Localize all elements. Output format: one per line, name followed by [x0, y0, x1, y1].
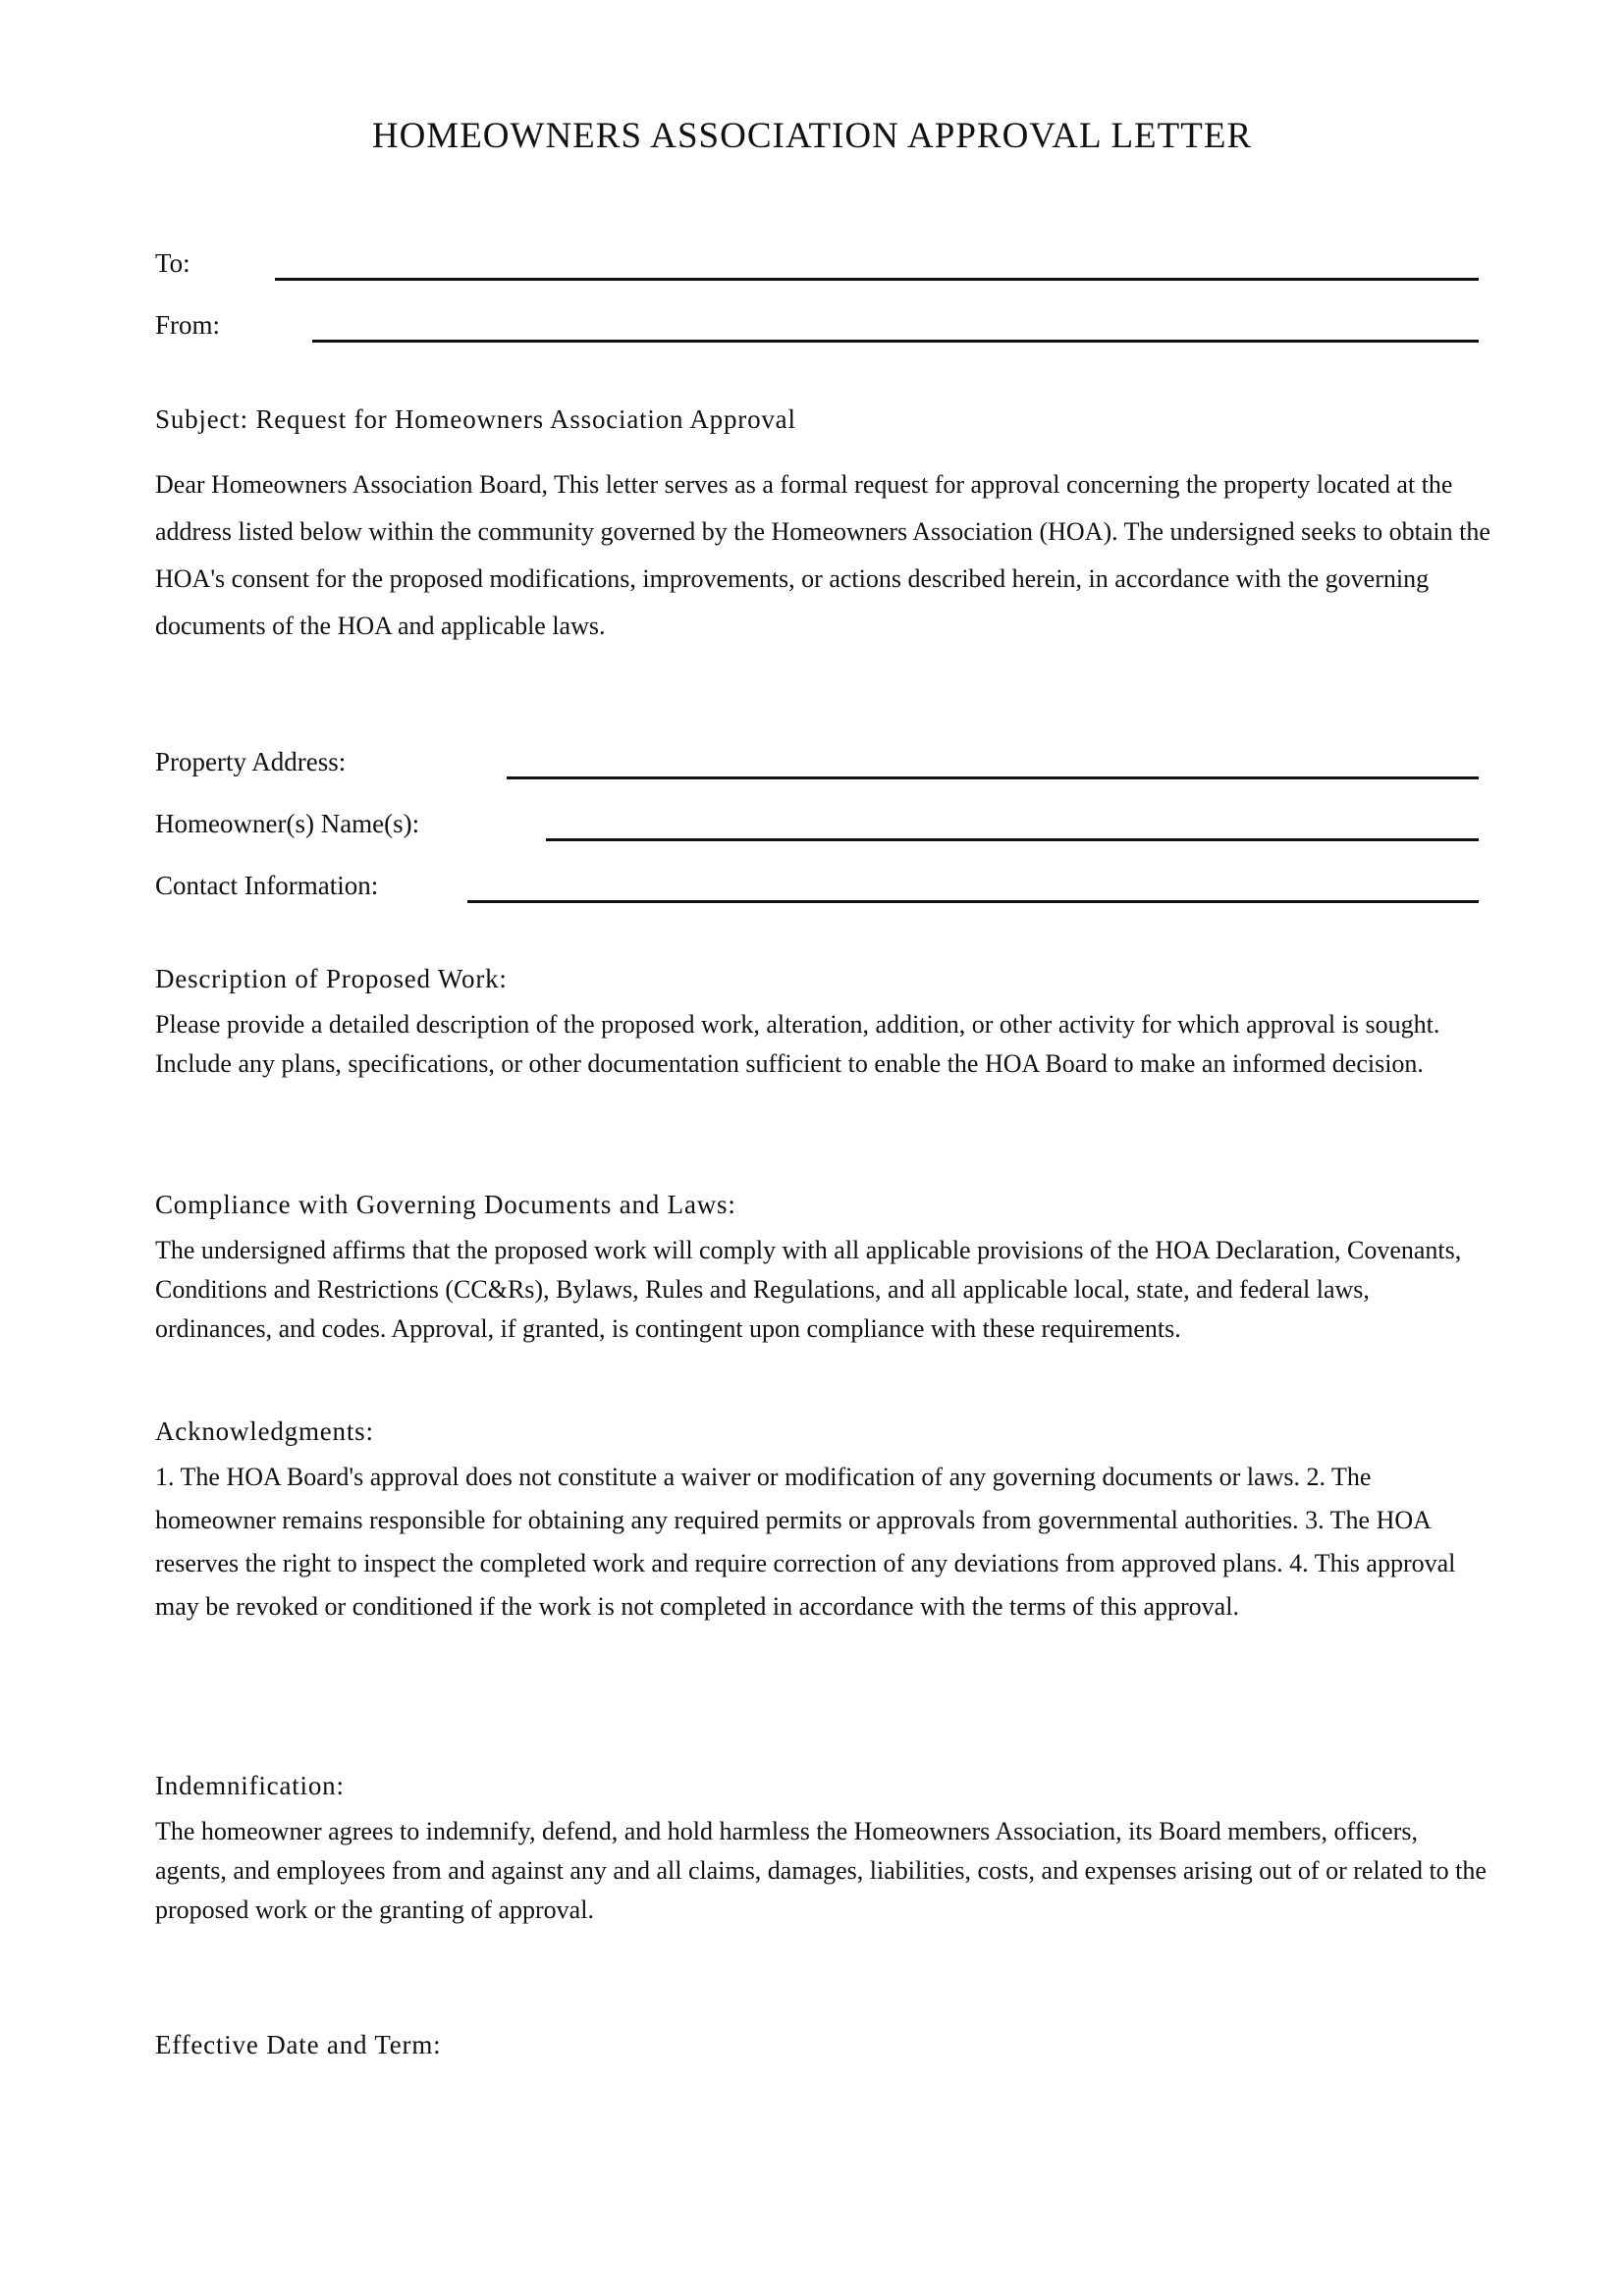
description-paragraph: Please provide a detailed description of the proposed work, alteration, addition, or other activity for which approval is sought. Include any plans, specifications, or other documentation sufficient to enable the HOA Board to make an informed decision. — [155, 1010, 1440, 1078]
property-address-field-line[interactable] — [507, 776, 1479, 779]
description-heading: Description of Proposed Work: — [155, 964, 508, 993]
indemnification-paragraph: The homeowner agrees to indemnify, defend, and hold harmless the Homeowners Association, its Board members, officers, agents, and employees from and against any and all claims, damages, liabilities, costs, and expenses arising out of or related to the proposed work or the granting of approval. — [155, 1817, 1487, 1924]
property-address-label: Property Address: — [155, 747, 347, 776]
homeowner-name-label: Homeowner(s) Name(s): — [155, 809, 420, 838]
acknowledgments-heading: Acknowledgments: — [155, 1416, 374, 1446]
contact-information-field-line[interactable] — [467, 900, 1479, 903]
subject-line: Subject: Request for Homeowners Association Approval — [155, 404, 796, 434]
homeowner-name-field-line[interactable] — [546, 838, 1479, 841]
indemnification-heading: Indemnification: — [155, 1771, 345, 1800]
document-title: HOMEOWNERS ASSOCIATION APPROVAL LETTER — [371, 116, 1253, 156]
to-field-line[interactable] — [275, 278, 1479, 281]
from-field-line[interactable] — [312, 340, 1479, 343]
compliance-paragraph: The undersigned affirms that the proposed work will comply with all applicable provisions of the HOA Declaration, Covenants, Conditions and Restrictions (CC&Rs), Bylaws, Rules and Regulations, and all applicable local, state, and federal laws, ordinances, and codes. Approval, if granted, is contingent upon compliance with these requirements. — [155, 1236, 1462, 1343]
contact-information-label: Contact Information: — [155, 871, 379, 900]
from-label: From: — [155, 310, 221, 340]
compliance-heading: Compliance with Governing Documents and Laws: — [155, 1190, 736, 1219]
effective-date-heading: Effective Date and Term: — [155, 2030, 442, 2059]
acknowledgments-paragraph: 1. The HOA Board's approval does not constitute a waiver or modification of any governing documents or laws. 2. The homeowner remains responsible for obtaining any required permits or approvals from governmental authorities. 3. The HOA reserves the right to inspect the completed work and require correction of any deviations from approved plans. 4. This approval may be revoked or conditioned if the work is not completed in accordance with the terms of this approval. — [155, 1463, 1456, 1621]
to-label: To: — [155, 248, 190, 278]
intro-paragraph: Dear Homeowners Association Board, This letter serves as a formal request for approval concerning the property located at the address listed below within the community governed by the Homeowners Association (HOA). The undersigned seeks to obtain the HOA's consent for the proposed modifications, improvements, or actions described herein, in accordance with the governing documents of the HOA and applicable laws. — [155, 470, 1490, 640]
